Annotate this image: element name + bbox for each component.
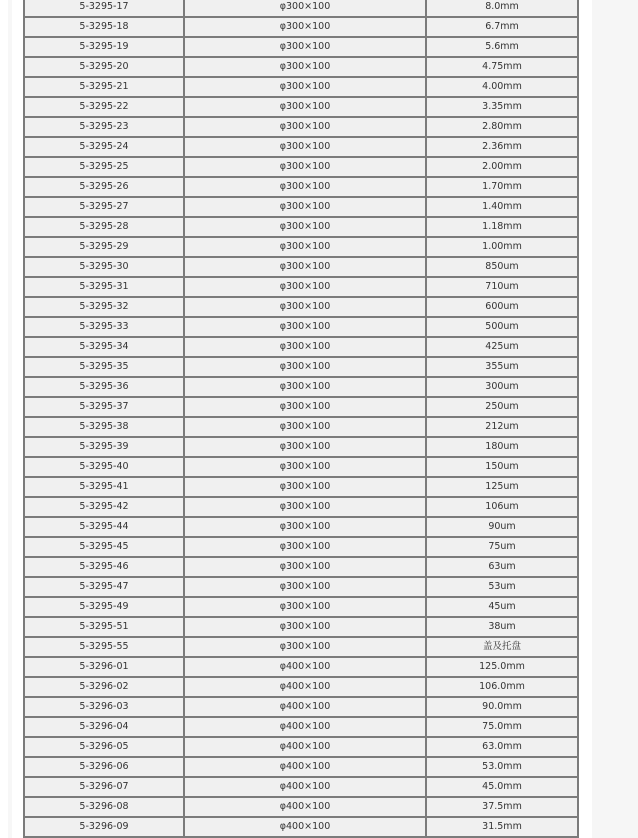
cell-aperture: 710um	[426, 277, 578, 297]
product-table	[23, 0, 579, 838]
cell-size: φ300×100	[184, 377, 426, 397]
cell-aperture: 3.35mm	[426, 97, 578, 117]
cell-product-code: 5-3295-28	[24, 217, 184, 237]
table-row	[24, 297, 578, 317]
table-row	[24, 657, 578, 677]
table-row	[24, 497, 578, 517]
cell-size: φ300×100	[184, 357, 426, 377]
table-row	[24, 577, 578, 597]
cell-size: φ300×100	[184, 117, 426, 137]
cell-size: φ300×100	[184, 437, 426, 457]
cell-product-code: 5-3295-23	[24, 117, 184, 137]
cell-product-code: 5-3295-35	[24, 357, 184, 377]
table-row	[24, 597, 578, 617]
cell-product-code: 5-3295-41	[24, 477, 184, 497]
cell-aperture: 1.70mm	[426, 177, 578, 197]
table-row	[24, 397, 578, 417]
product-table-container	[23, 0, 577, 838]
cell-product-code: 5-3296-05	[24, 737, 184, 757]
table-row	[24, 617, 578, 637]
table-row	[24, 0, 578, 17]
cell-product-code: 5-3296-01	[24, 657, 184, 677]
cell-product-code: 5-3296-06	[24, 757, 184, 777]
cell-product-code: 5-3295-49	[24, 597, 184, 617]
cell-size: φ300×100	[184, 477, 426, 497]
table-row	[24, 177, 578, 197]
table-row	[24, 277, 578, 297]
table-row	[24, 737, 578, 757]
cell-product-code: 5-3295-32	[24, 297, 184, 317]
cell-product-code: 5-3295-31	[24, 277, 184, 297]
cell-product-code: 5-3295-44	[24, 517, 184, 537]
table-row	[24, 217, 578, 237]
cell-size: φ300×100	[184, 97, 426, 117]
table-row	[24, 477, 578, 497]
cell-product-code: 5-3296-02	[24, 677, 184, 697]
cell-size: φ300×100	[184, 317, 426, 337]
cell-size: φ300×100	[184, 637, 426, 657]
cell-aperture: 850um	[426, 257, 578, 277]
cell-size: φ400×100	[184, 717, 426, 737]
table-row	[24, 437, 578, 457]
cell-size: φ400×100	[184, 757, 426, 777]
cell-aperture: 6.7mm	[426, 17, 578, 37]
cell-size: φ300×100	[184, 297, 426, 317]
table-row	[24, 157, 578, 177]
cell-aperture: 53.0mm	[426, 757, 578, 777]
cell-size: φ300×100	[184, 37, 426, 57]
table-row	[24, 537, 578, 557]
cell-product-code: 5-3296-03	[24, 697, 184, 717]
cell-size: φ300×100	[184, 557, 426, 577]
cell-size: φ300×100	[184, 577, 426, 597]
cell-aperture: 180um	[426, 437, 578, 457]
cell-product-code: 5-3295-17	[24, 0, 184, 17]
cell-product-code: 5-3296-09	[24, 817, 184, 837]
cell-product-code: 5-3295-45	[24, 537, 184, 557]
cell-aperture: 150um	[426, 457, 578, 477]
cell-aperture: 425um	[426, 337, 578, 357]
cell-aperture: 90um	[426, 517, 578, 537]
cell-product-code: 5-3295-40	[24, 457, 184, 477]
cell-aperture: 38um	[426, 617, 578, 637]
cell-size: φ300×100	[184, 397, 426, 417]
table-row	[24, 457, 578, 477]
right-side-panel	[592, 0, 638, 838]
cell-size: φ400×100	[184, 737, 426, 757]
cell-size: φ300×100	[184, 517, 426, 537]
cell-product-code: 5-3295-55	[24, 637, 184, 657]
table-row	[24, 417, 578, 437]
cell-size: φ300×100	[184, 237, 426, 257]
cell-size: φ400×100	[184, 817, 426, 837]
cell-aperture: 2.00mm	[426, 157, 578, 177]
cell-aperture: 106.0mm	[426, 677, 578, 697]
cell-product-code: 5-3295-38	[24, 417, 184, 437]
table-row	[24, 717, 578, 737]
table-row	[24, 17, 578, 37]
cell-aperture: 300um	[426, 377, 578, 397]
cell-size: φ300×100	[184, 417, 426, 437]
cell-product-code: 5-3295-18	[24, 17, 184, 37]
cell-size: φ400×100	[184, 777, 426, 797]
cell-aperture: 1.00mm	[426, 237, 578, 257]
cell-size: φ300×100	[184, 457, 426, 477]
cell-product-code: 5-3295-46	[24, 557, 184, 577]
cell-product-code: 5-3295-20	[24, 57, 184, 77]
cell-product-code: 5-3296-07	[24, 777, 184, 797]
cell-aperture: 600um	[426, 297, 578, 317]
cell-product-code: 5-3295-22	[24, 97, 184, 117]
cell-size: φ300×100	[184, 137, 426, 157]
table-row	[24, 557, 578, 577]
table-row	[24, 197, 578, 217]
cell-aperture: 5.6mm	[426, 37, 578, 57]
cell-aperture: 212um	[426, 417, 578, 437]
table-row	[24, 317, 578, 337]
cell-aperture: 53um	[426, 577, 578, 597]
cell-product-code: 5-3295-39	[24, 437, 184, 457]
cell-size: φ300×100	[184, 177, 426, 197]
cell-aperture: 1.18mm	[426, 217, 578, 237]
table-row	[24, 37, 578, 57]
cell-size: φ300×100	[184, 537, 426, 557]
cell-aperture: 125um	[426, 477, 578, 497]
table-row	[24, 337, 578, 357]
cell-product-code: 5-3295-25	[24, 157, 184, 177]
cell-aperture: 2.80mm	[426, 117, 578, 137]
cell-size: φ300×100	[184, 337, 426, 357]
cell-aperture: 盖及托盘	[426, 637, 578, 657]
cell-product-code: 5-3295-37	[24, 397, 184, 417]
cell-product-code: 5-3295-33	[24, 317, 184, 337]
cell-aperture: 106um	[426, 497, 578, 517]
cell-product-code: 5-3295-21	[24, 77, 184, 97]
cell-product-code: 5-3295-19	[24, 37, 184, 57]
table-row	[24, 757, 578, 777]
table-row	[24, 797, 578, 817]
cell-aperture: 4.00mm	[426, 77, 578, 97]
cell-size: φ300×100	[184, 57, 426, 77]
cell-product-code: 5-3295-36	[24, 377, 184, 397]
cell-product-code: 5-3296-08	[24, 797, 184, 817]
product-table-body	[24, 0, 578, 838]
cell-size: φ300×100	[184, 77, 426, 97]
cell-size: φ300×100	[184, 157, 426, 177]
table-row	[24, 517, 578, 537]
cell-product-code: 5-3295-29	[24, 237, 184, 257]
cell-aperture: 500um	[426, 317, 578, 337]
table-row	[24, 257, 578, 277]
table-row	[24, 377, 578, 397]
cell-size: φ300×100	[184, 0, 426, 17]
table-row	[24, 57, 578, 77]
table-row	[24, 817, 578, 837]
table-row	[24, 357, 578, 377]
cell-product-code: 5-3296-04	[24, 717, 184, 737]
cell-product-code: 5-3295-47	[24, 577, 184, 597]
cell-aperture: 250um	[426, 397, 578, 417]
table-row	[24, 117, 578, 137]
cell-aperture: 4.75mm	[426, 57, 578, 77]
cell-aperture: 63.0mm	[426, 737, 578, 757]
cell-size: φ300×100	[184, 277, 426, 297]
cell-product-code: 5-3295-24	[24, 137, 184, 157]
cell-aperture: 1.40mm	[426, 197, 578, 217]
cell-size: φ300×100	[184, 497, 426, 517]
table-row	[24, 637, 578, 657]
cell-product-code: 5-3295-34	[24, 337, 184, 357]
cell-aperture: 2.36mm	[426, 137, 578, 157]
left-margin-strip	[8, 0, 12, 838]
table-row	[24, 97, 578, 117]
cell-size: φ400×100	[184, 697, 426, 717]
table-row	[24, 697, 578, 717]
cell-aperture: 75um	[426, 537, 578, 557]
table-row	[24, 677, 578, 697]
cell-size: φ400×100	[184, 797, 426, 817]
cell-aperture: 45.0mm	[426, 777, 578, 797]
table-row	[24, 237, 578, 257]
cell-aperture: 8.0mm	[426, 0, 578, 17]
table-row	[24, 137, 578, 157]
cell-aperture: 125.0mm	[426, 657, 578, 677]
cell-product-code: 5-3295-42	[24, 497, 184, 517]
cell-size: φ400×100	[184, 677, 426, 697]
cell-size: φ300×100	[184, 257, 426, 277]
cell-aperture: 355um	[426, 357, 578, 377]
cell-product-code: 5-3295-51	[24, 617, 184, 637]
cell-aperture: 63um	[426, 557, 578, 577]
cell-size: φ300×100	[184, 217, 426, 237]
cell-aperture: 75.0mm	[426, 717, 578, 737]
cell-size: φ300×100	[184, 597, 426, 617]
cell-aperture: 90.0mm	[426, 697, 578, 717]
cell-size: φ300×100	[184, 617, 426, 637]
cell-aperture: 31.5mm	[426, 817, 578, 837]
table-row	[24, 77, 578, 97]
cell-size: φ300×100	[184, 197, 426, 217]
cell-aperture: 37.5mm	[426, 797, 578, 817]
cell-product-code: 5-3295-27	[24, 197, 184, 217]
cell-product-code: 5-3295-26	[24, 177, 184, 197]
table-row	[24, 777, 578, 797]
cell-aperture: 45um	[426, 597, 578, 617]
cell-size: φ300×100	[184, 17, 426, 37]
cell-product-code: 5-3295-30	[24, 257, 184, 277]
cell-size: φ400×100	[184, 657, 426, 677]
